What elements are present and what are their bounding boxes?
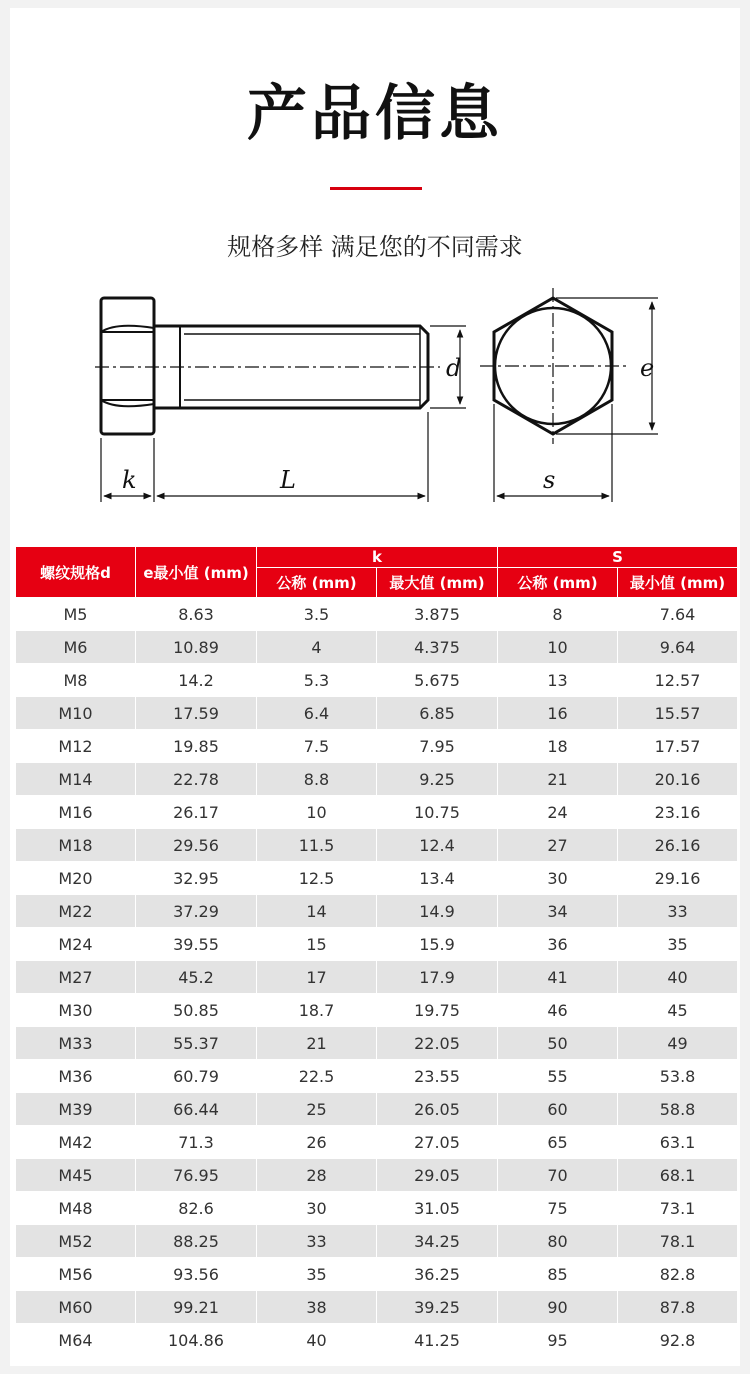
cell-s-nominal: 16 (498, 697, 618, 730)
header-s-min: 最小值 (mm) (618, 568, 738, 598)
cell-k-nominal: 6.4 (257, 697, 377, 730)
cell-thread: M48 (16, 1192, 136, 1225)
label-e: e (640, 354, 655, 382)
table-row (16, 1324, 738, 1357)
cell-s-nominal: 30 (498, 862, 618, 895)
table-row (16, 664, 738, 697)
cell-thread: M18 (16, 829, 136, 862)
cell-e-min: 10.89 (136, 631, 257, 664)
cell-k-nominal: 18.7 (257, 994, 377, 1027)
cell-thread: M56 (16, 1258, 136, 1291)
cell-k-max: 14.9 (377, 895, 498, 928)
cell-e-min: 17.59 (136, 697, 257, 730)
cell-s-min: 29.16 (618, 862, 738, 895)
table-row (16, 1192, 738, 1225)
cell-s-min: 58.8 (618, 1093, 738, 1126)
cell-k-max: 22.05 (377, 1027, 498, 1060)
cell-k-max: 17.9 (377, 961, 498, 994)
cell-e-min: 71.3 (136, 1126, 257, 1159)
cell-e-min: 26.17 (136, 796, 257, 829)
cell-e-min: 104.86 (136, 1324, 257, 1357)
cell-s-min: 17.57 (618, 730, 738, 763)
cell-s-min: 63.1 (618, 1126, 738, 1159)
spec-table (15, 546, 738, 1357)
table-row (16, 1291, 738, 1324)
cell-k-nominal: 11.5 (257, 829, 377, 862)
cell-s-nominal: 18 (498, 730, 618, 763)
cell-s-min: 49 (618, 1027, 738, 1060)
cell-s-min: 68.1 (618, 1159, 738, 1192)
cell-k-nominal: 3.5 (257, 598, 377, 631)
cell-thread: M39 (16, 1093, 136, 1126)
cell-thread: M45 (16, 1159, 136, 1192)
cell-k-nominal: 8.8 (257, 763, 377, 796)
cell-s-nominal: 95 (498, 1324, 618, 1357)
cell-thread: M22 (16, 895, 136, 928)
cell-k-nominal: 26 (257, 1126, 377, 1159)
cell-s-nominal: 70 (498, 1159, 618, 1192)
cell-k-max: 23.55 (377, 1060, 498, 1093)
bolt-side-view (101, 298, 428, 434)
table-row (16, 1159, 738, 1192)
table-row (16, 1225, 738, 1258)
cell-s-nominal: 41 (498, 961, 618, 994)
label-s: s (543, 466, 556, 494)
cell-e-min: 39.55 (136, 928, 257, 961)
cell-s-nominal: 27 (498, 829, 618, 862)
cell-s-nominal: 80 (498, 1225, 618, 1258)
cell-thread: M30 (16, 994, 136, 1027)
cell-s-min: 78.1 (618, 1225, 738, 1258)
table-row (16, 1258, 738, 1291)
cell-k-max: 7.95 (377, 730, 498, 763)
cell-thread: M12 (16, 730, 136, 763)
table-row (16, 730, 738, 763)
cell-s-min: 40 (618, 961, 738, 994)
cell-e-min: 50.85 (136, 994, 257, 1027)
cell-s-min: 23.16 (618, 796, 738, 829)
cell-k-nominal: 40 (257, 1324, 377, 1357)
cell-k-nominal: 30 (257, 1192, 377, 1225)
cell-k-max: 4.375 (377, 631, 498, 664)
cell-k-nominal: 7.5 (257, 730, 377, 763)
cell-k-nominal: 17 (257, 961, 377, 994)
cell-e-min: 37.29 (136, 895, 257, 928)
cell-s-nominal: 34 (498, 895, 618, 928)
cell-k-max: 3.875 (377, 598, 498, 631)
cell-e-min: 55.37 (136, 1027, 257, 1060)
cell-k-max: 13.4 (377, 862, 498, 895)
cell-e-min: 29.56 (136, 829, 257, 862)
cell-thread: M60 (16, 1291, 136, 1324)
cell-thread: M6 (16, 631, 136, 664)
cell-k-nominal: 14 (257, 895, 377, 928)
cell-thread: M33 (16, 1027, 136, 1060)
cell-k-max: 41.25 (377, 1324, 498, 1357)
cell-k-nominal: 28 (257, 1159, 377, 1192)
cell-k-max: 39.25 (377, 1291, 498, 1324)
cell-e-min: 45.2 (136, 961, 257, 994)
cell-k-max: 19.75 (377, 994, 498, 1027)
cell-k-nominal: 35 (257, 1258, 377, 1291)
cell-thread: M64 (16, 1324, 136, 1357)
cell-k-max: 5.675 (377, 664, 498, 697)
header-k-nominal: 公称 (mm) (257, 568, 377, 598)
cell-s-min: 92.8 (618, 1324, 738, 1357)
cell-e-min: 88.25 (136, 1225, 257, 1258)
cell-k-max: 27.05 (377, 1126, 498, 1159)
spec-table-body (16, 598, 738, 1357)
cell-k-max: 31.05 (377, 1192, 498, 1225)
cell-thread: M20 (16, 862, 136, 895)
cell-s-nominal: 13 (498, 664, 618, 697)
cell-e-min: 19.85 (136, 730, 257, 763)
cell-e-min: 14.2 (136, 664, 257, 697)
cell-k-nominal: 12.5 (257, 862, 377, 895)
cell-e-min: 60.79 (136, 1060, 257, 1093)
cell-thread: M16 (16, 796, 136, 829)
cell-k-nominal: 33 (257, 1225, 377, 1258)
cell-k-nominal: 10 (257, 796, 377, 829)
cell-thread: M52 (16, 1225, 136, 1258)
table-row (16, 994, 738, 1027)
cell-s-nominal: 75 (498, 1192, 618, 1225)
header-s-group: S (498, 547, 738, 568)
table-row (16, 796, 738, 829)
cell-s-min: 26.16 (618, 829, 738, 862)
header-thread: 螺纹规格d (16, 547, 136, 598)
cell-k-nominal: 5.3 (257, 664, 377, 697)
cell-thread: M10 (16, 697, 136, 730)
cell-k-max: 29.05 (377, 1159, 498, 1192)
cell-s-min: 87.8 (618, 1291, 738, 1324)
cell-s-nominal: 55 (498, 1060, 618, 1093)
cell-k-nominal: 15 (257, 928, 377, 961)
table-row (16, 631, 738, 664)
cell-k-nominal: 4 (257, 631, 377, 664)
cell-s-nominal: 8 (498, 598, 618, 631)
table-row (16, 928, 738, 961)
cell-s-nominal: 46 (498, 994, 618, 1027)
cell-k-max: 26.05 (377, 1093, 498, 1126)
bolt-diagram (0, 288, 750, 508)
cell-k-nominal: 21 (257, 1027, 377, 1060)
page-title: 产品信息 (247, 79, 503, 149)
cell-thread: M14 (16, 763, 136, 796)
table-row (16, 895, 738, 928)
label-L: L (280, 466, 296, 494)
cell-thread: M27 (16, 961, 136, 994)
table-row (16, 1027, 738, 1060)
cell-s-nominal: 50 (498, 1027, 618, 1060)
table-row (16, 862, 738, 895)
cell-s-nominal: 10 (498, 631, 618, 664)
header-s-nominal: 公称 (mm) (498, 568, 618, 598)
table-row (16, 829, 738, 862)
page-subtitle: 规格多样 满足您的不同需求 (227, 233, 523, 261)
cell-k-max: 12.4 (377, 829, 498, 862)
cell-s-nominal: 60 (498, 1093, 618, 1126)
cell-s-min: 20.16 (618, 763, 738, 796)
cell-e-min: 8.63 (136, 598, 257, 631)
cell-thread: M8 (16, 664, 136, 697)
cell-s-min: 9.64 (618, 631, 738, 664)
cell-s-min: 7.64 (618, 598, 738, 631)
cell-k-max: 15.9 (377, 928, 498, 961)
cell-s-nominal: 24 (498, 796, 618, 829)
cell-thread: M5 (16, 598, 136, 631)
cell-s-min: 35 (618, 928, 738, 961)
header-k-group: k (257, 547, 498, 568)
cell-k-nominal: 25 (257, 1093, 377, 1126)
cell-e-min: 76.95 (136, 1159, 257, 1192)
cell-s-min: 45 (618, 994, 738, 1027)
table-row (16, 1060, 738, 1093)
title-divider (330, 187, 422, 190)
cell-k-nominal: 22.5 (257, 1060, 377, 1093)
cell-s-nominal: 21 (498, 763, 618, 796)
cell-s-min: 73.1 (618, 1192, 738, 1225)
cell-e-min: 99.21 (136, 1291, 257, 1324)
cell-s-min: 15.57 (618, 697, 738, 730)
cell-k-nominal: 38 (257, 1291, 377, 1324)
cell-k-max: 36.25 (377, 1258, 498, 1291)
cell-s-nominal: 36 (498, 928, 618, 961)
table-row (16, 763, 738, 796)
cell-k-max: 34.25 (377, 1225, 498, 1258)
cell-e-min: 22.78 (136, 763, 257, 796)
cell-s-nominal: 90 (498, 1291, 618, 1324)
table-row (16, 1126, 738, 1159)
cell-s-nominal: 65 (498, 1126, 618, 1159)
cell-thread: M24 (16, 928, 136, 961)
cell-s-min: 82.8 (618, 1258, 738, 1291)
cell-s-nominal: 85 (498, 1258, 618, 1291)
cell-k-max: 9.25 (377, 763, 498, 796)
cell-s-min: 12.57 (618, 664, 738, 697)
cell-thread: M36 (16, 1060, 136, 1093)
cell-s-min: 53.8 (618, 1060, 738, 1093)
header-k-max: 最大值 (mm) (377, 568, 498, 598)
cell-k-max: 10.75 (377, 796, 498, 829)
cell-e-min: 82.6 (136, 1192, 257, 1225)
cell-e-min: 66.44 (136, 1093, 257, 1126)
table-row (16, 961, 738, 994)
cell-k-max: 6.85 (377, 697, 498, 730)
cell-e-min: 32.95 (136, 862, 257, 895)
table-row (16, 1093, 738, 1126)
cell-s-min: 33 (618, 895, 738, 928)
cell-thread: M42 (16, 1126, 136, 1159)
label-d: d (446, 354, 462, 382)
cell-e-min: 93.56 (136, 1258, 257, 1291)
label-k: k (122, 466, 137, 494)
table-row (16, 598, 738, 631)
table-row (16, 697, 738, 730)
header-e-min: e最小值 (mm) (136, 547, 257, 598)
